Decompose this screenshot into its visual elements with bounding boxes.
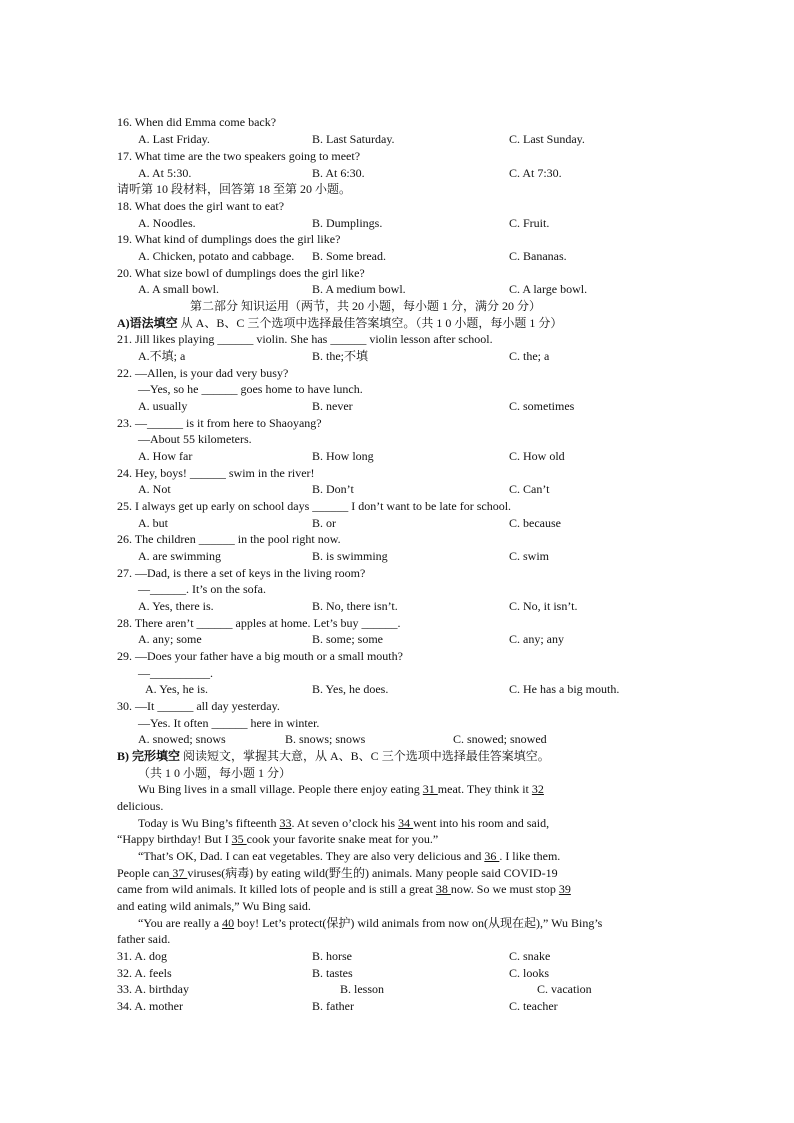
section-b-instruction: 阅读短文，掌握其大意，从 A、B、C 三个选项中选择最佳答案填空。	[180, 749, 550, 763]
question-23-option-a: A. How far	[138, 449, 193, 463]
passage-text: viruses(病毒) by eating wild(野生的) animals. Many people said COVID-19	[187, 866, 558, 880]
question-19-option-b: B. Some bread.	[312, 249, 386, 263]
question-30-reply: —Yes. It often ______ here in winter.	[138, 716, 320, 730]
blank-37: 37	[169, 866, 188, 880]
listening-instruction: 请听第 10 段材料，回答第 18 至第 20 小题。	[117, 182, 352, 196]
question-23-stem: 23. —______ is it from here to Shaoyang?	[117, 416, 322, 430]
passage-line-2: delicious.	[117, 799, 164, 813]
question-21-option-b: B. the;不填	[312, 349, 368, 363]
section-b-label: B) 完形填空	[117, 749, 181, 763]
question-23-option-c: C. How old	[509, 449, 565, 463]
passage-text: “You are really a	[138, 916, 223, 930]
blank-40: 40	[222, 916, 235, 930]
question-27-option-c: C. No, it isn’t.	[509, 599, 578, 613]
passage-text: boy! Let’s protect(保护) wild animals from now on(从现在起),” Wu Bing’s	[234, 916, 603, 930]
question-22-option-a: A. usually	[138, 399, 188, 413]
question-24-option-c: C. Can’t	[509, 482, 550, 496]
question-19-stem: 19. What kind of dumplings does the girl like?	[117, 232, 341, 246]
section-a-instruction: 从 A、B、C 三个选项中选择最佳答案填空。（共 1 0 小题，每小题 1 分）	[177, 316, 563, 330]
question-25-option-a: A. but	[138, 516, 168, 530]
question-21-stem: 21. Jill likes playing ______ violin. She has ______ violin lesson after school.	[117, 332, 493, 346]
question-27-option-a: A. Yes, there is.	[138, 599, 214, 613]
question-33-option-a: 33. A. birthday	[117, 982, 189, 996]
question-25-option-c: C. because	[509, 516, 561, 530]
question-26-stem: 26. The children ______ in the pool right now.	[117, 532, 341, 546]
question-30-option-a: A. snowed; snows	[138, 732, 226, 746]
passage-line-3	[117, 815, 677, 831]
question-34-option-b: B. father	[312, 999, 354, 1013]
question-17-option-a: A. At 5:30.	[138, 166, 192, 180]
blank-38: 38	[435, 882, 451, 896]
question-30-stem: 30. —It ______ all day yesterday.	[117, 699, 280, 713]
part-two-title: 第二部分 知识运用（两节，共 20 小题，每小题 1 分，满分 20 分）	[190, 299, 542, 313]
question-21-option-a: A.不填; a	[138, 349, 186, 363]
question-22-reply: —Yes, so he ______ goes home to have lunch.	[138, 382, 363, 396]
question-22-stem: 22. —Allen, is your dad very busy?	[117, 366, 289, 380]
passage-text: People can	[117, 866, 170, 880]
question-16-option-b: B. Last Saturday.	[312, 132, 395, 146]
section-a-heading	[117, 315, 562, 331]
section-b-heading	[117, 748, 550, 764]
passage-text: went into his room and said,	[413, 816, 550, 830]
section-a-label: A)语法填空	[117, 316, 178, 330]
question-20-stem: 20. What size bowl of dumplings does the girl like?	[117, 266, 365, 280]
question-24-option-a: A. Not	[138, 482, 171, 496]
blank-35: 35	[231, 832, 247, 846]
passage-line-7	[117, 881, 677, 897]
question-25-stem: 25. I always get up early on school days ______ I don’t want to be late for school.	[117, 499, 512, 513]
question-32-option-a: 32. A. feels	[117, 966, 172, 980]
question-27-stem: 27. —Dad, is there a set of keys in the living room?	[117, 566, 366, 580]
passage-line-1	[117, 781, 677, 797]
question-19-option-c: C. Bananas.	[509, 249, 567, 263]
question-20-option-c: C. A large bowl.	[509, 282, 588, 296]
passage-text: “That’s OK, Dad. I can eat vegetables. They are also very delicious and	[138, 849, 485, 863]
passage-line-9	[117, 915, 677, 931]
question-16-option-c: C. Last Sunday.	[509, 132, 585, 146]
passage-line-10: father said.	[117, 932, 171, 946]
question-34-option-a: 34. A. mother	[117, 999, 183, 1013]
blank-34: 34	[398, 816, 414, 830]
blank-36: 36	[484, 849, 500, 863]
question-29-option-c: C. He has a big mouth.	[509, 682, 620, 696]
question-31-option-a: 31. A. dog	[117, 949, 168, 963]
question-18-option-b: B. Dumplings.	[312, 216, 383, 230]
question-18-stem: 18. What does the girl want to eat?	[117, 199, 285, 213]
question-20-option-b: B. A medium bowl.	[312, 282, 406, 296]
passage-text: “Happy birthday! But I	[117, 832, 232, 846]
question-27-option-b: B. No, there isn’t.	[312, 599, 398, 613]
section-b-instruction-2: （共 1 0 小题，每小题 1 分）	[138, 766, 292, 780]
question-32-option-c: C. looks	[509, 966, 550, 980]
question-26-option-a: A. are swimming	[138, 549, 221, 563]
question-17-option-b: B. At 6:30.	[312, 166, 365, 180]
question-21-option-c: C. the; a	[509, 349, 550, 363]
question-24-stem: 24. Hey, boys! ______ swim in the river!	[117, 466, 315, 480]
question-31-option-c: C. snake	[509, 949, 551, 963]
passage-text: came from wild animals. It killed lots of people and is still a great	[117, 882, 436, 896]
question-17-option-c: C. At 7:30.	[509, 166, 562, 180]
question-28-stem: 28. There aren’t ______ apples at home. Let’s buy ______.	[117, 616, 401, 630]
question-31-option-b: B. horse	[312, 949, 352, 963]
question-34-option-c: C. teacher	[509, 999, 558, 1013]
question-16-option-a: A. Last Friday.	[138, 132, 210, 146]
passage-text: Wu Bing lives in a small village. People there enjoy eating	[138, 782, 423, 796]
question-22-option-b: B. never	[312, 399, 353, 413]
passage-line-4	[117, 831, 438, 847]
passage-line-6	[117, 865, 677, 881]
question-16-stem: 16. When did Emma come back?	[117, 115, 277, 129]
passage-text: . At seven o’clock his	[291, 816, 399, 830]
question-18-option-c: C. Fruit.	[509, 216, 550, 230]
question-29-option-a: A. Yes, he is.	[145, 682, 209, 696]
question-32-option-b: B. tastes	[312, 966, 353, 980]
question-17-stem: 17. What time are the two speakers going to meet?	[117, 149, 361, 163]
question-26-option-c: C. swim	[509, 549, 550, 563]
blank-32: 32	[531, 782, 544, 796]
passage-line-8: and eating wild animals,” Wu Bing said.	[117, 899, 311, 913]
blank-33: 33	[279, 816, 292, 830]
passage-text: meat. They think it	[437, 782, 532, 796]
question-29-option-b: B. Yes, he does.	[312, 682, 389, 696]
question-23-option-b: B. How long	[312, 449, 374, 463]
question-19-option-a: A. Chicken, potato and cabbage.	[138, 249, 295, 263]
question-26-option-b: B. is swimming	[312, 549, 388, 563]
question-29-reply: —__________.	[138, 666, 213, 680]
question-20-option-a: A. A small bowl.	[138, 282, 220, 296]
question-33-option-b: B. lesson	[340, 982, 385, 996]
passage-line-5	[117, 848, 677, 864]
question-30-option-c: C. snowed; snowed	[453, 732, 547, 746]
question-33-option-c: C. vacation	[537, 982, 592, 996]
question-18-option-a: A. Noodles.	[138, 216, 196, 230]
question-24-option-b: B. Don’t	[312, 482, 354, 496]
question-25-option-b: B. or	[312, 516, 336, 530]
question-29-stem: 29. —Does your father have a big mouth or a small mouth?	[117, 649, 403, 663]
question-30-option-b: B. snows; snows	[285, 732, 366, 746]
passage-text: cook your favorite snake meat for you.”	[246, 832, 439, 846]
passage-text: . I like them.	[499, 849, 561, 863]
blank-31: 31	[422, 782, 438, 796]
question-28-option-a: A. any; some	[138, 632, 202, 646]
question-28-option-c: C. any; any	[509, 632, 564, 646]
question-28-option-b: B. some; some	[312, 632, 383, 646]
passage-text: Today is Wu Bing’s fifteenth	[138, 816, 280, 830]
question-23-reply: —About 55 kilometers.	[138, 432, 252, 446]
question-22-option-c: C. sometimes	[509, 399, 575, 413]
blank-39: 39	[558, 882, 571, 896]
question-27-reply: —______. It’s on the sofa.	[138, 582, 266, 596]
passage-text: now. So we must stop	[450, 882, 559, 896]
